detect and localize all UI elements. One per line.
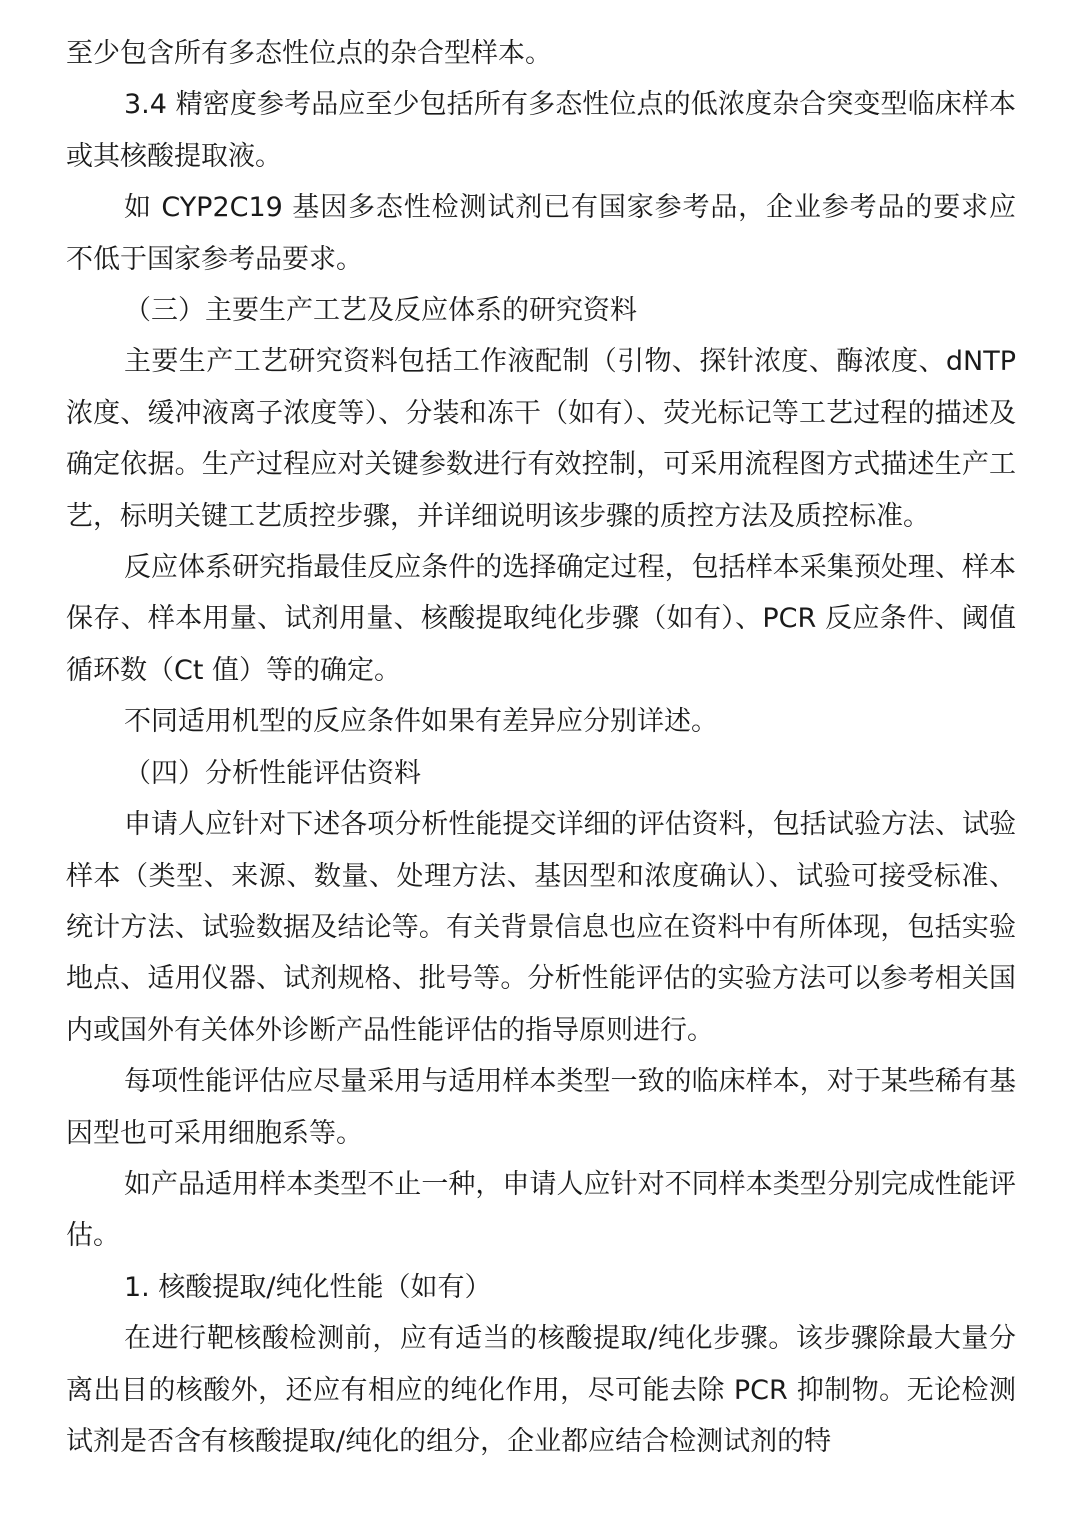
paragraph-3: 如 CYP2C19 基因多态性检测试剂已有国家参考品，企业参考品的要求应不低于国家参考品要求。 [66,192,1016,275]
section-heading-3: （三）主要生产工艺及反应体系的研究资料 [124,295,637,327]
paragraph-13: 在进行靶核酸检测前，应有适当的核酸提取/纯化步骤。该步骤除最大量分离出目的核酸外，还应有相应的纯化作用，尽可能去除 PCR 抑制物。无论检测试剂是否含有核酸提取/纯化的组分，企业都应结合检测试剂的特 [66,1323,1016,1457]
paragraph-5: 主要生产工艺研究资料包括工作液配制（引物、探针浓度、酶浓度、dNTP浓度、缓冲液离子浓度等）、分装和冻干（如有）、荧光标记等工艺过程的描述及确定依据。生产过程应对关键参数进行有效控制，可采用流程图方式描述生产工艺，标明关键工艺质控步骤，并详细说明该步骤的质控方法及质控标准。 [66,346,1016,532]
paragraph-7: 不同适用机型的反应条件如果有差异应分别详述。 [124,706,718,738]
paragraph-10: 每项性能评估应尽量采用与适用样本类型一致的临床样本，对于某些稀有基因型也可采用细胞系等。 [66,1066,1016,1149]
paragraph-2: 3.4 精密度参考品应至少包括所有多态性位点的低浓度杂合突变型临床样本或其核酸提取液。 [66,89,1016,172]
paragraph-6: 反应体系研究指最佳反应条件的选择确定过程，包括样本采集预处理、样本保存、样本用量、试剂用量、核酸提取纯化步骤（如有）、PCR 反应条件、阈值循环数（Ct 值）等的确定。 [66,552,1016,686]
paragraph-11: 如产品适用样本类型不止一种，申请人应针对不同样本类型分别完成性能评估。 [66,1168,1016,1252]
paragraph-9: 申请人应针对下述各项分析性能提交详细的评估资料，包括试验方法、试验样本（类型、来源、数量、处理方法、基因型和浓度确认）、试验可接受标准、统计方法、试验数据及结论等。有关背景信息也应在资料中有所体现，包括实验地点、适用仪器、试剂规格、批号等。分析性能评估的实验方法可以参考相关国内或国外有关体外诊断产品性能评估的指导原则进行。 [66,809,1016,1046]
subsection-heading-1: 1. 核酸提取/纯化性能（如有） [124,1271,492,1303]
section-heading-4: （四）分析性能评估资料 [124,757,421,789]
document-page [66,28,1016,1467]
paragraph-1: 至少包含所有多态性位点的杂合型样本。 [66,38,552,69]
